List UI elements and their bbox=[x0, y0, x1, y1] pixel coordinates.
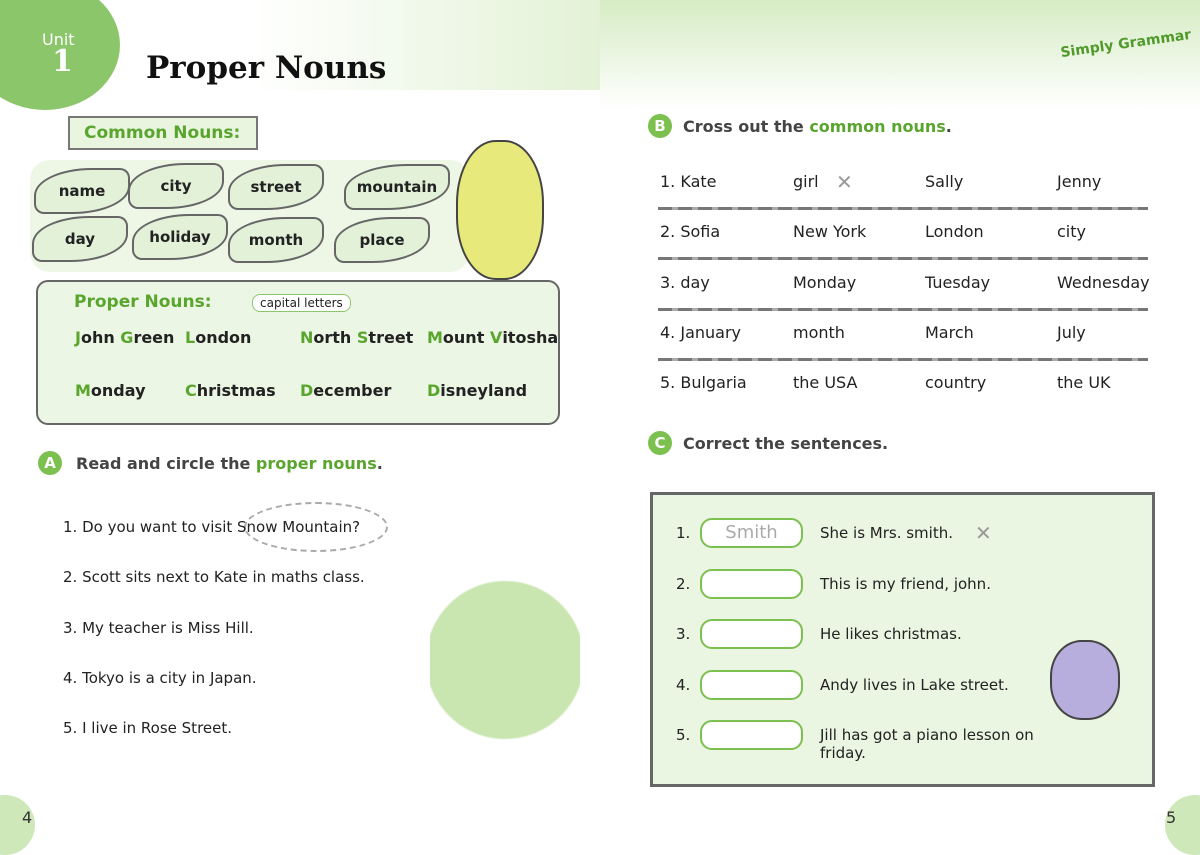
spider-illustration bbox=[1050, 640, 1120, 720]
exercise-a-item: 3. My teacher is Miss Hill. bbox=[63, 619, 254, 637]
capital-letter: D bbox=[300, 381, 314, 400]
word-cell[interactable]: city bbox=[1057, 222, 1086, 242]
bug-illustration bbox=[456, 140, 544, 280]
item-number: 4. bbox=[676, 675, 691, 694]
page-number-left: 4 bbox=[22, 808, 33, 827]
capital-letter: C bbox=[185, 381, 197, 400]
heading-text: . bbox=[945, 117, 952, 136]
section-c-heading: Correct the sentences. bbox=[683, 434, 889, 453]
word-cell[interactable]: Monday bbox=[793, 272, 857, 292]
word-cell[interactable]: month bbox=[793, 322, 845, 342]
cross-out-mark: ✕ bbox=[975, 521, 992, 545]
heading-text: Read and circle the bbox=[76, 454, 256, 473]
proper-noun bbox=[75, 381, 146, 400]
word-cell[interactable]: the USA bbox=[793, 373, 858, 393]
word-cell[interactable]: 5. Bulgaria bbox=[660, 373, 747, 393]
leaf-word: street bbox=[228, 164, 324, 210]
word-cell[interactable]: March bbox=[925, 322, 974, 342]
item-number: 5. bbox=[676, 726, 691, 744]
sentence: Andy lives in Lake street. bbox=[820, 675, 1009, 694]
proper-noun bbox=[300, 328, 413, 347]
word-rest: ondon bbox=[195, 328, 252, 347]
section-b-heading bbox=[683, 117, 952, 136]
unit-badge bbox=[0, 0, 120, 110]
proper-noun bbox=[427, 381, 527, 400]
divider bbox=[658, 308, 1148, 311]
answer-input[interactable]: Smith bbox=[700, 518, 803, 548]
word-cell[interactable]: 2. Sofia bbox=[660, 222, 721, 242]
section-a-badge: A bbox=[38, 451, 62, 475]
heading-highlight: common nouns bbox=[809, 117, 946, 136]
page-number-right: 5 bbox=[1166, 808, 1177, 827]
exercise-a-item: 1. Do you want to visit Snow Mountain? bbox=[63, 518, 361, 536]
divider bbox=[658, 358, 1148, 361]
leaf-word: holiday bbox=[132, 214, 228, 260]
proper-nouns-heading: Proper Nouns: bbox=[74, 292, 212, 312]
word-cell[interactable]: Jenny bbox=[1057, 172, 1102, 191]
page-title: Proper Nouns bbox=[146, 50, 387, 86]
proper-noun bbox=[185, 328, 251, 347]
proper-noun bbox=[300, 381, 391, 400]
postcards-illustration bbox=[430, 480, 580, 780]
leaf-word: city bbox=[128, 163, 224, 209]
word-rest: ount bbox=[442, 328, 490, 347]
leaf-word: place bbox=[334, 217, 430, 263]
proper-noun bbox=[185, 381, 276, 400]
leaf-word: mountain bbox=[344, 164, 450, 210]
word-rest: ohn bbox=[80, 328, 121, 347]
word-rest: onday bbox=[90, 381, 146, 400]
cross-out-mark: ✕ bbox=[836, 170, 853, 194]
answer-input[interactable] bbox=[700, 569, 803, 599]
word-cell[interactable]: the UK bbox=[1057, 373, 1111, 393]
unit-number: 1 bbox=[52, 44, 73, 79]
header-illustration bbox=[600, 0, 1200, 110]
leaf-word: name bbox=[34, 168, 130, 214]
word-cell[interactable]: Wednesday bbox=[1057, 272, 1150, 292]
item-number: 3. bbox=[676, 625, 691, 643]
capital-letter: J bbox=[75, 328, 81, 347]
item-number: 2. bbox=[676, 574, 691, 593]
word-cell[interactable]: New York bbox=[793, 222, 867, 242]
section-a-heading bbox=[76, 454, 383, 473]
word-rest: treet bbox=[368, 328, 414, 347]
answer-input[interactable] bbox=[700, 670, 803, 700]
proper-noun bbox=[427, 328, 558, 347]
word-cell[interactable]: Sally bbox=[925, 172, 964, 191]
logo: Simply Grammar bbox=[1059, 26, 1193, 62]
sentence: This is my friend, john. bbox=[820, 574, 991, 593]
capital-letter: S bbox=[356, 328, 369, 347]
heading-highlight: proper nouns bbox=[255, 454, 377, 473]
sentence: She is Mrs. smith. bbox=[820, 524, 953, 542]
word-cell[interactable]: girl bbox=[793, 172, 819, 191]
heading-text: Cross out the bbox=[683, 117, 810, 136]
word-rest: orth bbox=[313, 328, 357, 347]
capital-letter: M bbox=[427, 328, 443, 347]
word-rest: itosha bbox=[502, 328, 559, 347]
divider bbox=[658, 207, 1148, 210]
word-rest: reen bbox=[133, 328, 175, 347]
word-cell[interactable]: 4. January bbox=[660, 322, 742, 342]
section-c-badge: C bbox=[648, 431, 672, 455]
common-nouns-heading: Common Nouns: bbox=[68, 116, 258, 150]
capital-letter: L bbox=[185, 328, 196, 347]
word-rest: ecember bbox=[313, 381, 392, 400]
word-cell[interactable]: July bbox=[1057, 322, 1086, 342]
word-cell[interactable]: Tuesday bbox=[925, 272, 991, 292]
capital-letter: V bbox=[489, 328, 503, 347]
proper-noun bbox=[75, 328, 174, 347]
capital-letter: M bbox=[75, 381, 91, 400]
word-cell[interactable]: 1. Kate bbox=[660, 172, 717, 191]
heading-text: . bbox=[376, 454, 383, 473]
capital-letter: D bbox=[427, 381, 441, 400]
sentence: He likes christmas. bbox=[820, 625, 962, 643]
capital-letters-note: capital letters bbox=[252, 294, 351, 312]
exercise-a-item: 4. Tokyo is a city in Japan. bbox=[63, 669, 257, 687]
capital-letter: N bbox=[300, 328, 314, 347]
leaf-word: day bbox=[32, 216, 128, 262]
sentence: Jill has got a piano lesson on friday. bbox=[820, 726, 1034, 762]
exercise-a-item: 5. I live in Rose Street. bbox=[63, 719, 233, 737]
unit-label: Unit bbox=[42, 30, 75, 49]
answer-input[interactable] bbox=[700, 619, 803, 649]
leaf-word: month bbox=[228, 217, 324, 263]
word-cell[interactable]: country bbox=[925, 373, 987, 393]
section-b-badge: B bbox=[648, 114, 672, 138]
item-number: 1. bbox=[676, 524, 691, 542]
word-cell[interactable]: 3. day bbox=[660, 272, 710, 292]
capital-letter: G bbox=[120, 328, 134, 347]
word-cell[interactable]: London bbox=[925, 222, 984, 242]
divider bbox=[658, 257, 1148, 260]
answer-input[interactable] bbox=[700, 720, 803, 750]
exercise-a-item: 2. Scott sits next to Kate in maths class. bbox=[63, 568, 365, 586]
word-rest: hristmas bbox=[196, 381, 276, 400]
word-rest: isneyland bbox=[440, 381, 528, 400]
